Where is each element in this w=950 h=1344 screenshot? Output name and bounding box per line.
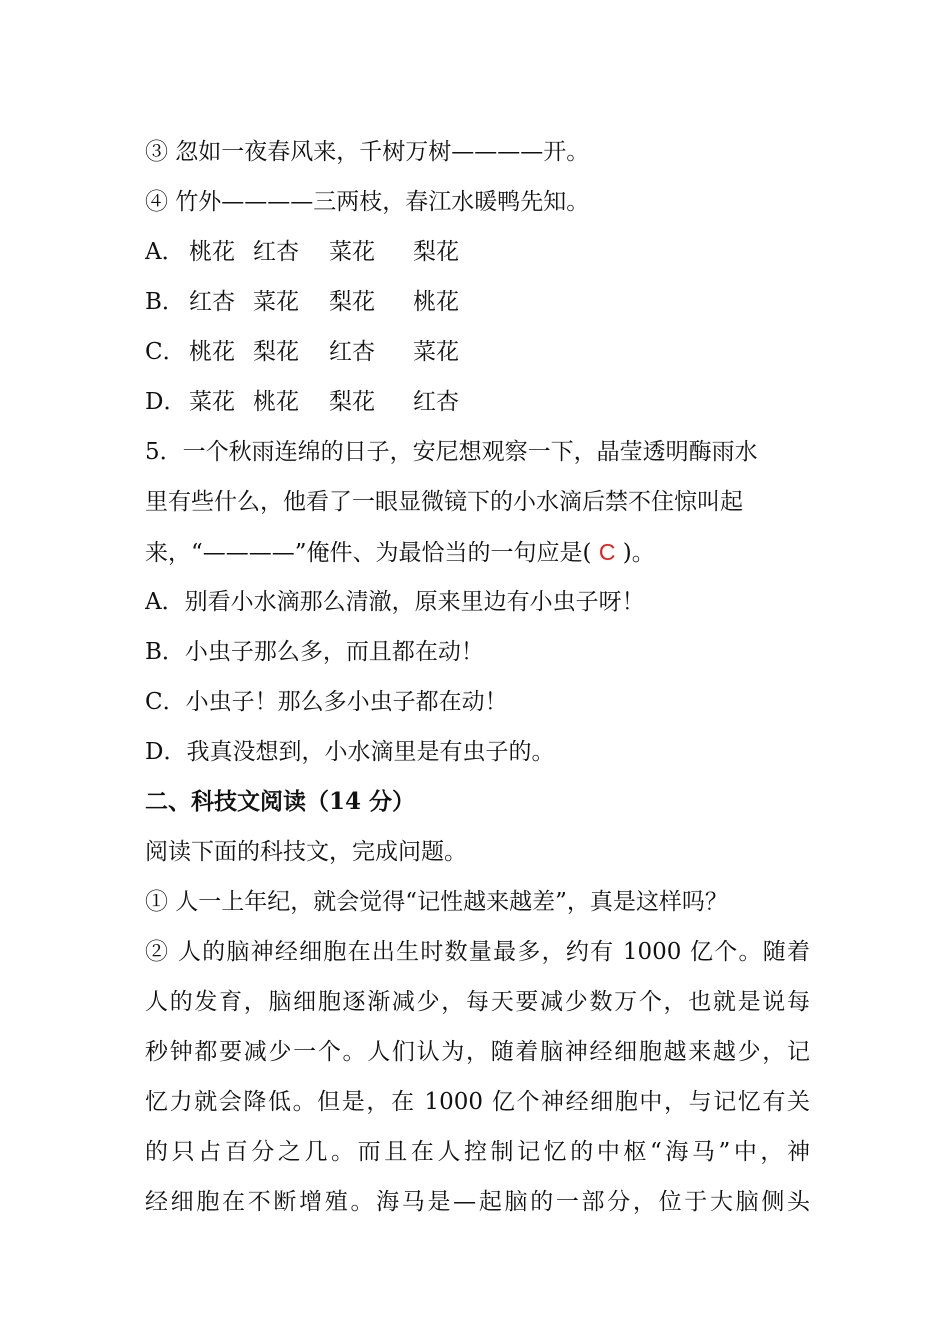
- q5-stem-line-3: [145, 527, 810, 577]
- option-word-1: 桃花: [189, 339, 235, 365]
- option-word-4: 红杏: [413, 389, 459, 415]
- section-intro: 阅读下面的科技文，完成问题。: [145, 839, 467, 865]
- q5-option-c: C．小虫子！那么多小虫子都在动！: [145, 689, 508, 715]
- option-word-2: 梨花: [253, 339, 299, 365]
- q5-stem-line-2: 里有些什么，他看了一眼显微镜下的小水滴后禁不住惊叫起: [145, 489, 743, 515]
- poem-line-4: ④ 竹外————三两枝，春江水暖鸭先知。: [145, 189, 590, 215]
- q4-option-b: [145, 277, 810, 327]
- paragraph-1: ① 人一上年纪，就会觉得“记性越来越差”，真是这样吗？: [145, 889, 728, 915]
- q5-stem-close: )。: [615, 540, 655, 566]
- paragraph-2-line: 经细胞在不断增殖。海马是—起脑的一部分，位于大脑侧头: [145, 1189, 810, 1215]
- option-word-4: 菜花: [413, 339, 459, 365]
- q5-option-b: B．小虫子那么多，而且都在动！: [145, 639, 484, 665]
- section-heading: 二、科技文阅读（14 分）: [145, 788, 416, 815]
- q4-option-a: [145, 227, 810, 277]
- option-word-2: 菜花: [253, 289, 299, 315]
- option-label: C．: [145, 339, 186, 365]
- option-word-1: 红杏: [189, 289, 235, 315]
- option-label: B．: [145, 289, 185, 315]
- paragraph-2-line: ② 人的脑神经细胞在出生时数量最多，约有 1000 亿个。随着: [145, 939, 810, 965]
- option-word-3: 菜花: [329, 239, 375, 265]
- option-word-3: 梨花: [329, 389, 375, 415]
- option-word-4: 桃花: [413, 289, 459, 315]
- option-word-3: 梨花: [329, 289, 375, 315]
- q5-option-d: D．我真没想到，小水滴里是有虫子的。: [145, 739, 555, 765]
- q4-option-d: [145, 377, 810, 427]
- option-word-1: 桃花: [189, 239, 235, 265]
- paragraph-2-line: 秒钟都要减少一个。人们认为，随着脑神经细胞越来越少，记: [145, 1039, 810, 1065]
- q5-option-a: A．别看小水滴那么清澈，原来里边有小虫子呀！: [145, 589, 645, 615]
- answer-mark: C: [598, 539, 616, 565]
- document-page: [145, 127, 810, 1227]
- q4-option-c: [145, 327, 810, 377]
- option-word-3: 红杏: [329, 339, 375, 365]
- paragraph-2-line: 的只占百分之几。而且在人控制记忆的中枢“海马”中，神: [145, 1139, 810, 1165]
- q5-stem-line-1: 5．一个秋雨连绵的日子，安尼想观察一下，晶莹透明酶雨水: [145, 439, 758, 465]
- option-label: A．: [145, 239, 185, 265]
- option-word-2: 桃花: [253, 389, 299, 415]
- option-word-1: 菜花: [189, 389, 235, 415]
- q5-stem-text: 来，“————”俺件、为最恰当的一句应是(: [145, 540, 599, 566]
- poem-line-3: ③ 忽如一夜春风来，千树万树————开。: [145, 139, 590, 165]
- option-label: D．: [145, 389, 187, 415]
- option-word-2: 红杏: [253, 239, 299, 265]
- paragraph-2-line: 忆力就会降低。但是，在 1000 亿个神经细胞中，与记忆有关: [145, 1089, 810, 1115]
- option-word-4: 梨花: [413, 239, 459, 265]
- paragraph-2-line: 人的发育，脑细胞逐渐减少，每天要减少数万个，也就是说每: [145, 989, 810, 1015]
